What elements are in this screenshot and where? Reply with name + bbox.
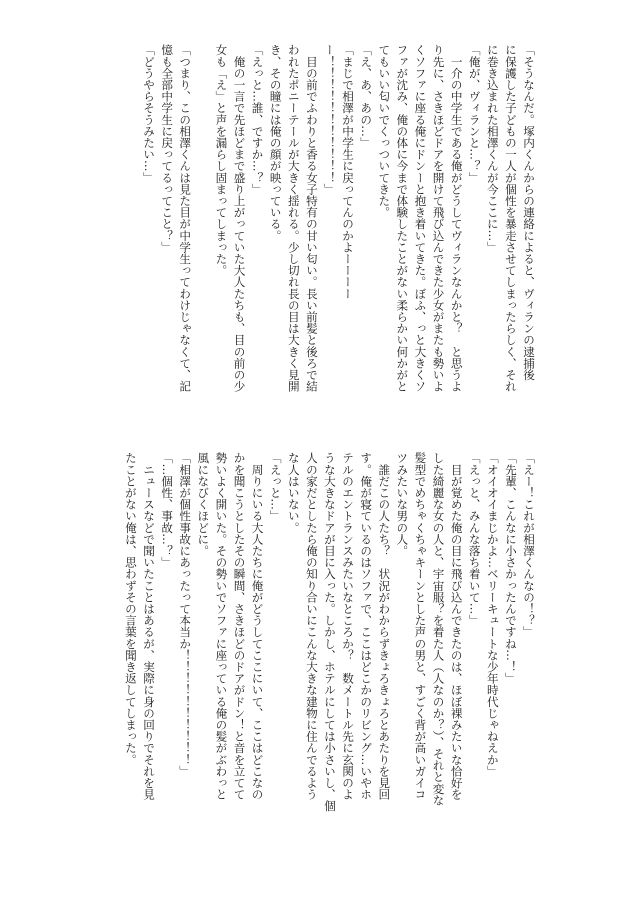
lower-text-line: 目が覚めた俺の目に飛び込んできたのは、ほぼ裸みたいな恰好を <box>449 452 464 800</box>
lower-text-line: ツみたいな男の人。 <box>395 452 410 557</box>
upper-text-line: くソファに座る俺にドンーと抱き着いてきた。ぼふ、っと大きくソ <box>413 44 428 392</box>
lower-text-line: 「先輩、こんなに小さかったんですね…！」 <box>503 452 518 684</box>
upper-text-line: 一介の中学生である俺がどうしてヴィランなんかと？ と思うよ <box>449 44 464 392</box>
lower-text-line: 周りにいる大人たちに俺がどうしてここにいて、ここはどこなの <box>250 452 265 800</box>
lower-text-line: 人の家だとしたら俺の知り合いにこんな大きな建物に住んでるよう <box>304 452 319 800</box>
lower-text-line: テルのエントランスみたいなところか？ 数メートル先に玄関のよ <box>341 452 356 800</box>
upper-text-line: り先に、さきほどドアを開けて飛び込んできた少女がまたも勢いよ <box>431 44 446 392</box>
upper-text-line: 「えっと…誰、ですか…？」 <box>250 44 265 195</box>
lower-text-line: 「えー！これが相澤くんなの！？」 <box>522 452 536 638</box>
upper-text-line: 「俺が、ヴィランと…？」 <box>467 44 482 184</box>
lower-text-line: 「えっと、みんな落ち着いて…」 <box>467 452 482 626</box>
upper-text-line: ファが沈み、俺の体に今まで体験したことがない柔らかい何かがと <box>395 44 410 392</box>
lower-text-line: 勢いよく開いた。その勢いでソファに座っている俺の髪がぶわっと <box>214 452 229 800</box>
upper-text-line: 俺の一言で先ほどまで盛り上がっていた大人たちも、目の前の少 <box>232 44 247 392</box>
upper-text-line: てもいい匂いでくっついてきた。 <box>377 44 392 218</box>
lower-text-line: 風になびくほどに。 <box>196 452 211 557</box>
lower-text-line: 「オイオイまじかよ…ベリーキュートな少年時代じゃねえか」 <box>485 452 500 777</box>
upper-text-block <box>118 44 538 414</box>
upper-text-line: き、その瞳には俺の顔が映っている。 <box>268 44 283 242</box>
lower-text-line: した綺麗な女の人と、宇宙服？を着た人（人なのか？）、それと変な <box>431 452 446 806</box>
lower-text-line: す。俺が寝ているのはソファで、ここはどこかのリビング…いやホ <box>359 452 374 800</box>
upper-text-line: われたポニーテールが大きく揺れる。少し切れ長の目は大きく見開 <box>286 44 301 392</box>
lower-text-line: 誰だこの人たち？ 状況がわからずきょろきょろとあたりを見回 <box>377 452 392 800</box>
upper-text-line <box>194 44 212 414</box>
upper-text-line: に保護した子どもの一人が個性を暴走させてしまったらしく、それ <box>503 44 518 392</box>
lower-text-block <box>118 452 538 818</box>
upper-text-line: に巻き込まれた相澤くんが今ここに…」 <box>485 44 500 253</box>
lower-text-line: 「えっと…」 <box>268 452 283 522</box>
upper-text-line: 「どうやらそうみたい…」 <box>142 44 157 184</box>
lower-text-line: うな大きなドアが目に入った。しかし、ホテルにしては小さいし、個 <box>322 452 337 812</box>
upper-text-line: 憶も全部中学生に戻ってるってこと？」 <box>160 44 175 253</box>
lower-text-line: かを聞こうとしたその瞬間、さきほどのドアがドン！と音を立てて <box>232 452 247 800</box>
upper-text-line: 目の前でふわりと香る女子特有の甘い匂い。長い前髪と後ろで結 <box>304 44 319 392</box>
lower-text-line: な人はいない。 <box>286 452 301 534</box>
upper-text-line: 「そうなんだ。塚内くんからの連絡によると、ヴィランの逮捕後 <box>522 44 536 381</box>
upper-text-line: 「まじで相澤が中学生に戻ってんのかよーーーー <box>341 44 356 300</box>
upper-text-line: 「え、あ、あの…」 <box>359 44 374 149</box>
upper-text-line: ー！！！！！！！！！！！」 <box>322 44 337 195</box>
lower-text-line: たことがない俺は、思わずその言葉を聞き返してしまった。 <box>123 452 138 766</box>
lower-text-line: ニュースなどで聞いたことはあるが、実際に身の回りでそれを見 <box>142 452 157 800</box>
upper-text-line: 女も「え」と声を漏らし固まってしまった。 <box>214 44 229 276</box>
upper-text-line: 「つまり、この相澤くんは見た目が中学生ってわけじゃなくて、記 <box>178 44 193 392</box>
lower-text-line: 髪型でめちゃくちゃキーンとした声の男と、すごく背が高いガイコ <box>413 452 428 800</box>
lower-text-line: 「相澤が個性事故にあったって本当か！！！！！！！！！！」 <box>178 452 193 777</box>
lower-text-line: 「…個性、事故…？」 <box>160 452 175 568</box>
